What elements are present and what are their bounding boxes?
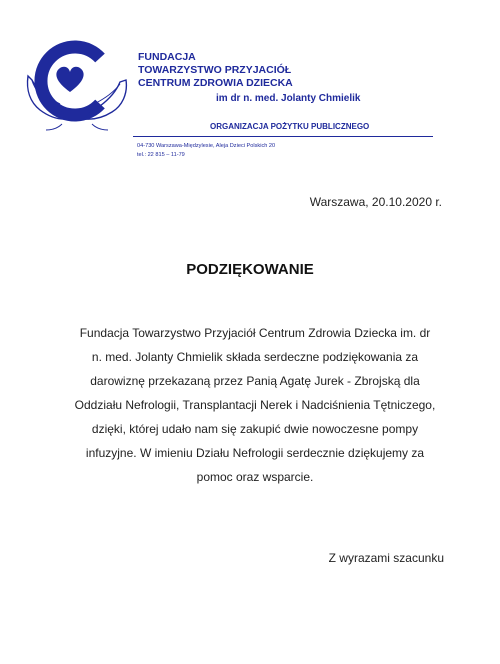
org-phone: tel.: 22 815 – 11-79 bbox=[137, 151, 185, 158]
heart-in-hands-logo bbox=[22, 40, 132, 132]
body-line: Oddziału Nefrologii, Transplantacji Nerek i Nadciśnienia Tętniczego, bbox=[74, 398, 436, 412]
body-line: dzięki, której udało nam się zakupić dwie nowoczesne pompy bbox=[91, 422, 419, 436]
body-line: infuzyjne. W imieniu Działu Nefrologii serdecznie dziękujemy za bbox=[85, 446, 425, 460]
org-address: 04-730 Warszawa-Międzylesie, Aleja Dzieci Polskich 20 bbox=[137, 143, 276, 149]
letter-closing: Z wyrazami szacunku bbox=[328, 551, 444, 565]
letter-title: PODZIĘKOWANIE bbox=[186, 261, 314, 278]
letter-body bbox=[55, 321, 455, 489]
org-patron: im dr n. med. Jolanty Chmielik bbox=[216, 93, 361, 104]
letterhead-divider bbox=[133, 136, 433, 137]
organization-name bbox=[138, 51, 293, 90]
letter-date: Warszawa, 20.10.2020 r. bbox=[309, 195, 442, 209]
org-status: ORGANIZACJA POŻYTKU PUBLICZNEGO bbox=[210, 122, 370, 131]
body-line: darowiznę przekazaną przez Panią Agatę Jurek - Zbrojską dla bbox=[90, 374, 420, 388]
body-line: n. med. Jolanty Chmielik składa serdeczne podziękowania za bbox=[91, 350, 419, 364]
body-line: pomoc oraz wsparcie. bbox=[196, 470, 314, 484]
org-name-line1: FUNDACJA bbox=[138, 51, 196, 63]
body-line: Fundacja Towarzystwo Przyjaciół Centrum Zdrowia Dziecka im. dr bbox=[79, 326, 431, 340]
org-name-line2: TOWARZYSTWO PRZYJACIÓŁ bbox=[138, 64, 292, 76]
org-contact bbox=[137, 142, 275, 159]
org-name-line3: CENTRUM ZDROWIA DZIECKA bbox=[138, 77, 293, 89]
